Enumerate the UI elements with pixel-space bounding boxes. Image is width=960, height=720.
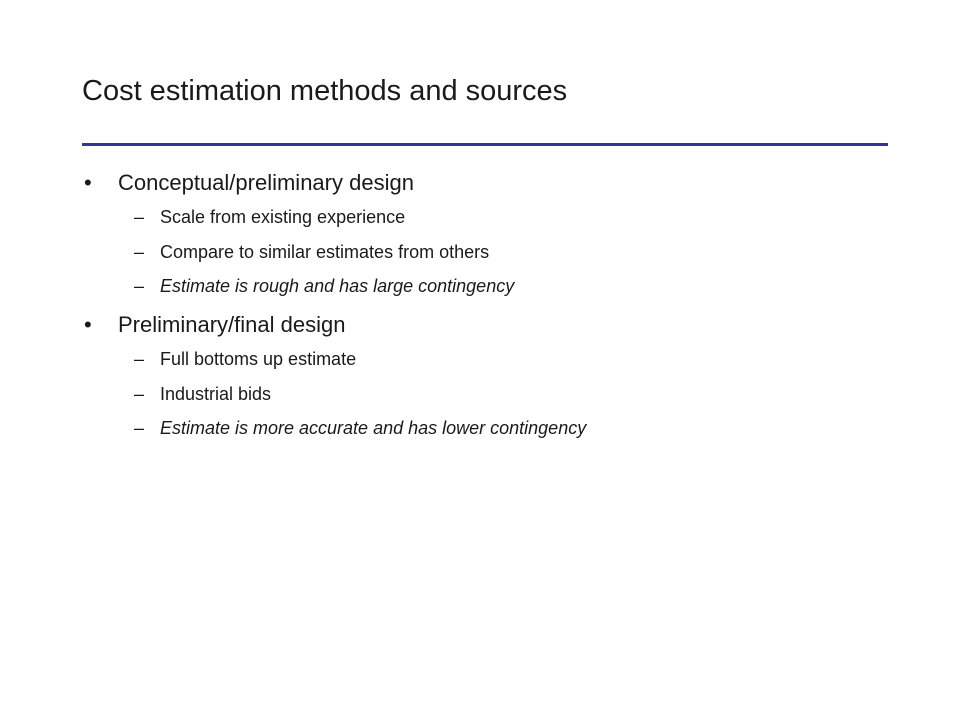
- sub-bullet-marker: –: [134, 242, 145, 262]
- bullet-marker: •: [84, 170, 92, 195]
- sub-bullet-text: Estimate is rough and has large contingency: [160, 276, 515, 296]
- sub-bullet-marker: –: [134, 418, 145, 438]
- title-divider: [82, 143, 888, 146]
- bullet-marker: •: [84, 312, 92, 337]
- sub-bullet-marker: –: [134, 276, 145, 296]
- sub-bullet-text: Compare to similar estimates from others: [160, 242, 490, 262]
- sub-bullet-text: Full bottoms up estimate: [160, 349, 357, 369]
- sub-bullet-text: Scale from existing experience: [160, 207, 406, 227]
- bullet-text: Preliminary/final design: [118, 312, 346, 337]
- sub-bullet-marker: –: [134, 384, 145, 404]
- slide-title: Cost estimation methods and sources: [82, 75, 568, 107]
- sub-bullet-marker: –: [134, 207, 145, 227]
- sub-bullet-text: Estimate is more accurate and has lower contingency: [160, 418, 587, 438]
- bullet-text: Conceptual/preliminary design: [118, 170, 414, 195]
- sub-bullet-text: Industrial bids: [160, 384, 272, 404]
- sub-bullet-marker: –: [134, 349, 145, 369]
